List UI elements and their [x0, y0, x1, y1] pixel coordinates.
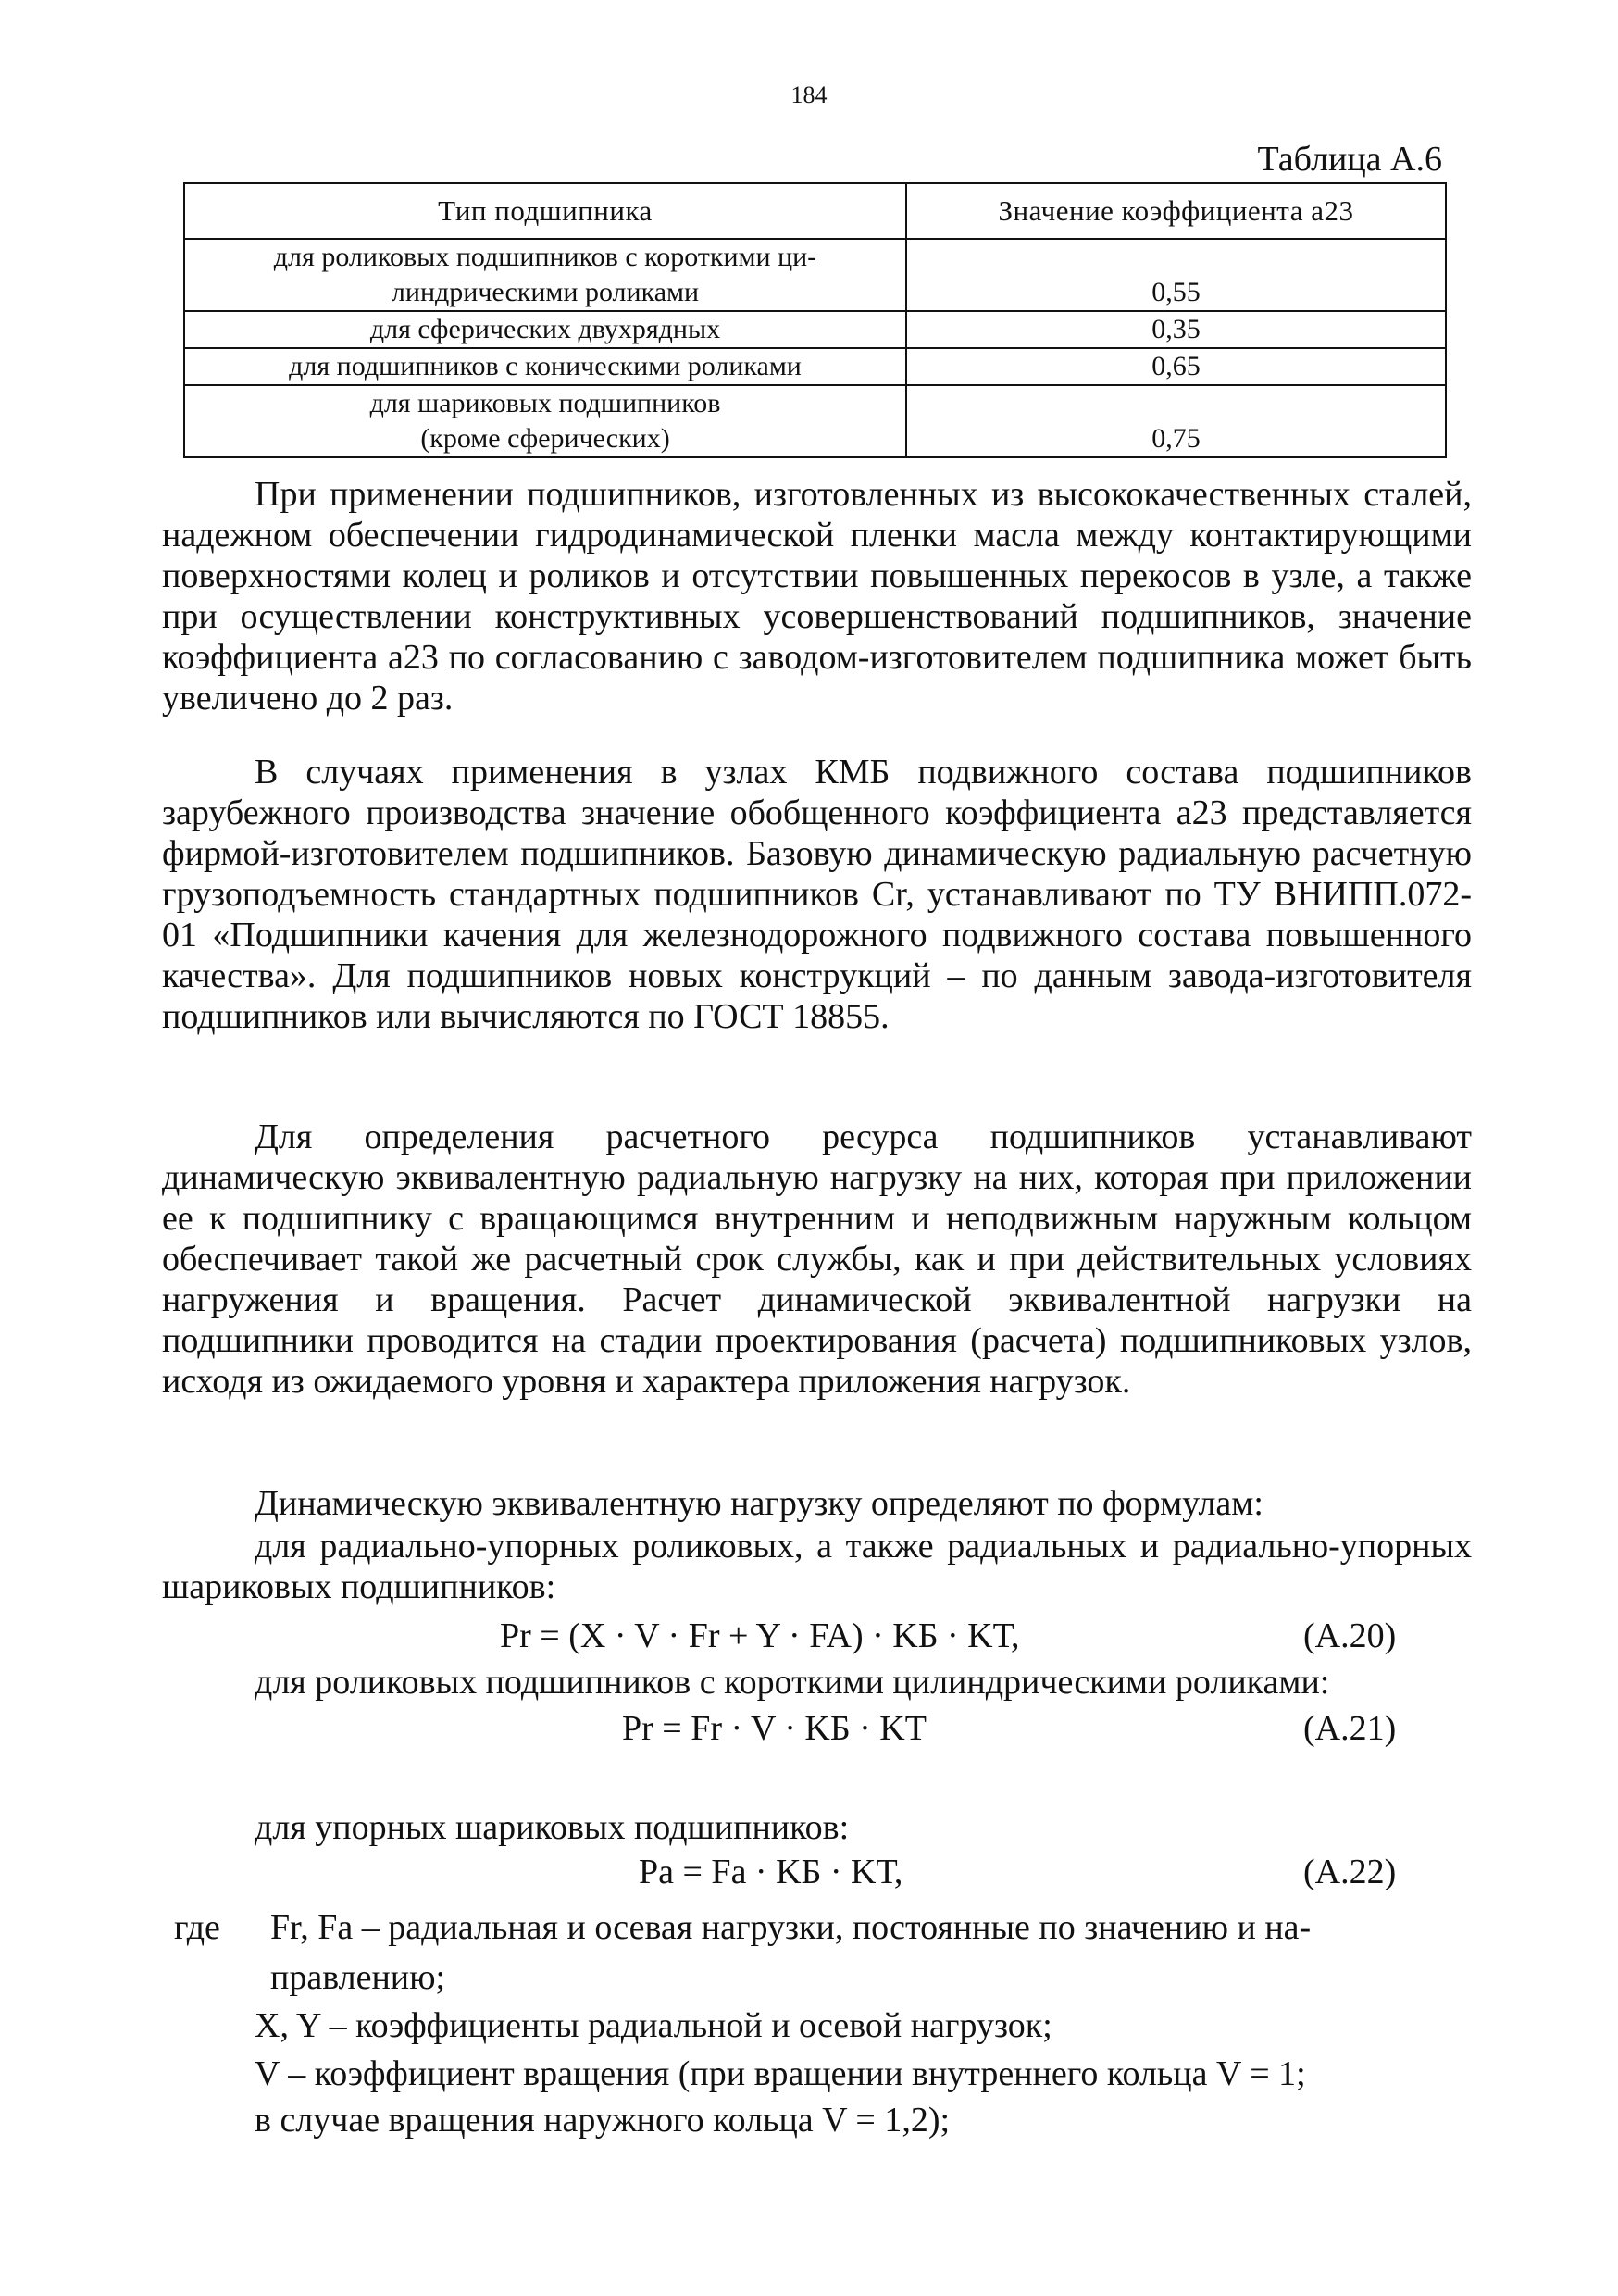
coefficient-table [183, 182, 1447, 458]
formula-number: (А.21) [1303, 1709, 1397, 1748]
paragraph: для роликовых подшипников с короткими цилиндрическими роликами: [255, 1663, 1330, 1702]
cell-line: линдрическими роликами [391, 277, 700, 307]
paragraph: Для определения расчетного ресурса подшипников устанавливают динамическую эквивалентную радиальную нагрузку на них, которая при приложении ее к подшипнику с вращающимся внутренним и неподвижным наружным кольцом обеспечивает такой же расчетный срок службы, как и при действительных условиях нагружения и вращения. Расчет динамической эквивалентной нагрузки на подшипники проводится на стадии проектирования (расчета) подшипниковых узлов, исходя из ожидаемого уровня и характера приложения нагрузок. [162, 1117, 1472, 1401]
paragraph: Динамическую эквивалентную нагрузку определяют по формулам: [255, 1484, 1263, 1523]
table-cell-type: для сферических двухрядных [184, 311, 906, 348]
cell-line: (кроме сферических) [420, 423, 670, 454]
table-caption: Таблица А.6 [1257, 140, 1442, 179]
where-label: где [174, 1908, 220, 1947]
definition-line: правлению; [270, 1958, 446, 1997]
table-row [184, 311, 1446, 348]
definition-line: в случае вращения наружного кольца V = 1,2); [255, 2101, 951, 2140]
paragraph-block [162, 1117, 1472, 1402]
page-number: 184 [790, 81, 828, 108]
formula-a22: Pa = Fa · KБ · KТ, [639, 1853, 903, 1891]
table-cell-value: 0,55 [906, 239, 1446, 311]
table-cell-value: 0,35 [906, 311, 1446, 348]
table-row [184, 348, 1446, 385]
table-row [184, 385, 1446, 457]
table-header-type: Тип подшипника [184, 183, 906, 239]
table-row [184, 239, 1446, 311]
table-cell-value: 0,65 [906, 348, 1446, 385]
cell-line: для шариковых подшипников [369, 388, 721, 418]
definition-line: X, Y – коэффициенты радиальной и осевой нагрузок; [255, 2006, 1052, 2045]
table-header-row [184, 183, 1446, 239]
table-cell-type [184, 239, 906, 311]
paragraph: для радиально-упорных роликовых, а также радиальных и радиально-упорных шариковых подшипников: [162, 1527, 1472, 1606]
cell-line: для роликовых подшипников с короткими ци- [273, 242, 817, 272]
definition-line: V – коэффициент вращения (при вращении внутреннего кольца V = 1; [255, 2054, 1306, 2093]
paragraph-block [162, 474, 1472, 718]
table-header-value: Значение коэффициента a23 [906, 183, 1446, 239]
paragraph: для упорных шариковых подшипников: [255, 1808, 850, 1847]
table-cell-type [184, 385, 906, 457]
table-cell-value: 0,75 [906, 385, 1446, 457]
paragraph: В случаях применения в узлах КМБ подвижного состава подшипников зарубежного производства значение обобщенного коэффициента a23 представляется фирмой-изготовителем подшипников. Базовую динамическую радиальную расчетную грузоподъемность стандартных подшипников Cr, устанавливают по ТУ ВНИПП.072-01 «Подшипники качения для железнодорожного подвижного состава повышенного качества». Для подшипников новых конструкций – по данным завода-изготовителя подшипников или вычисляются по ГОСТ 18855. [162, 753, 1472, 1036]
formula-number: (А.22) [1303, 1853, 1397, 1891]
paragraph-block [162, 1483, 1472, 1524]
table-cell-type: для подшипников с коническими роликами [184, 348, 906, 385]
paragraph-block [162, 752, 1472, 1037]
formula-a21: Pr = Fr · V · KБ · KТ [622, 1709, 927, 1748]
paragraph: При применении подшипников, изготовленных из высококачественных сталей, надежном обеспечении гидродинамической пленки масла между контактирующими поверхностями колец и роликов и отсутствии повышенных перекосов в узле, а также при осуществлении конструктивных усовершенствований подшипников, значение коэффициента a23 по согласованию с заводом-изготовителем подшипника может быть увеличено до 2 раз. [162, 475, 1472, 718]
formula-a20: Pr = (X · V · Fr + Y · FA) · KБ · KТ, [500, 1616, 1020, 1655]
formula-number: (А.20) [1303, 1616, 1397, 1655]
definition-line: Fr, Fa – радиальная и осевая нагрузки, постоянные по значению и на- [270, 1908, 1312, 1947]
paragraph-block [162, 1526, 1472, 1607]
